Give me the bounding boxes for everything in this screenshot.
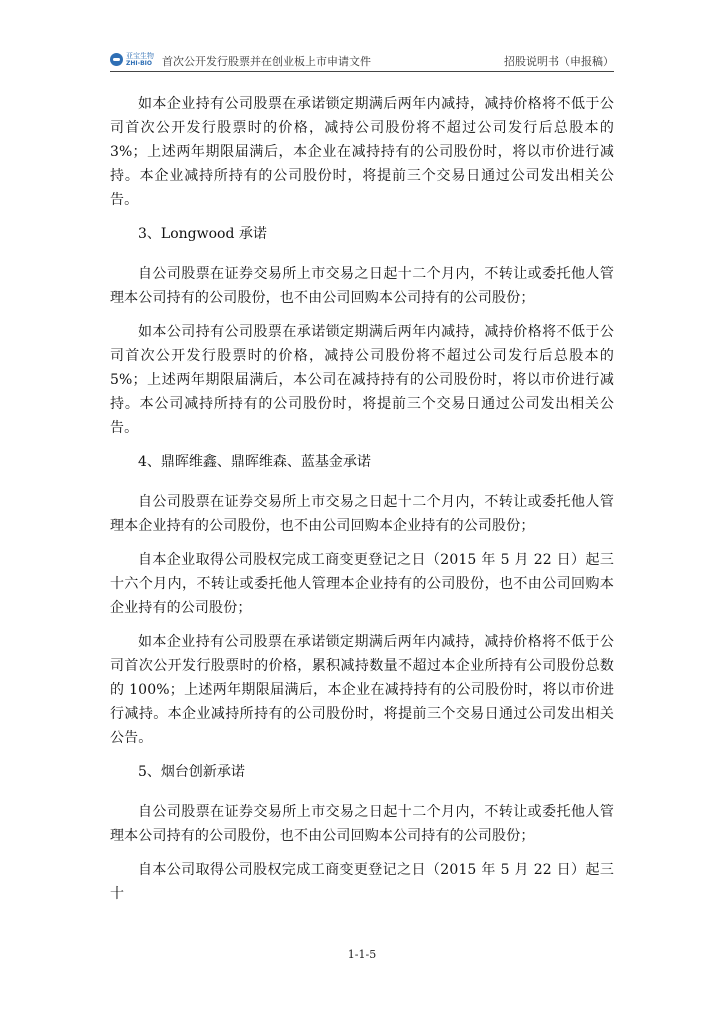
document-body xyxy=(110,92,614,916)
paragraph: 自公司股票在证券交易所上市交易之日起十二个月内，不转让或委托他人管理本企业持有的公司股份，也不由公司回购本企业持有的公司股份； xyxy=(110,494,614,534)
company-logo xyxy=(110,51,156,69)
paragraph: 自本企业取得公司股权完成工商变更登记之日（2015 年 5 月 22 日）起三十六个月内，不转让或委托他人管理本企业持有的公司股份，也不由公司回购本企业持有的公司股份； xyxy=(110,552,614,616)
logo-english-text: ZHI-BIO xyxy=(126,60,153,67)
section-heading: 4、鼎晖维鑫、鼎晖维森、蓝基金承诺 xyxy=(138,454,371,470)
logo-mark-icon xyxy=(110,53,123,66)
header-document-title: 首次公开发行股票并在创业板上市申请文件 xyxy=(162,55,371,68)
paragraph: 自公司股票在证券交易所上市交易之日起十二个月内，不转让或委托他人管理本公司持有的公司股份，也不由公司回购本公司持有的公司股份； xyxy=(110,804,614,844)
logo-chinese-text: 亚宝生物 xyxy=(126,52,154,60)
page-number: 1-1-5 xyxy=(347,948,377,961)
paragraph: 自公司股票在证券交易所上市交易之日起十二个月内，不转让或委托他人管理本公司持有的公司股份，也不由公司回购本公司持有的公司股份； xyxy=(110,266,614,306)
paragraph: 如本企业持有公司股票在承诺锁定期满后两年内减持，减持价格将不低于公司首次公开发行股票时的价格，累积减持数量不超过本企业所持有公司股份总数的 100%；上述两年期限届满后，本企业在减持持有的公司股份时，将以市价进行减持。本企业减持所持有的公司股份时，将提前三个交易日通过公司发出相关公告。 xyxy=(110,634,614,746)
header-document-type: 招股说明书（申报稿） xyxy=(504,55,614,68)
paragraph: 如本企业持有公司股票在承诺锁定期满后两年内减持，减持价格将不低于公司首次公开发行股票时的价格，减持公司股份将不超过公司发行后总股本的 3%；上述两年期限届满后，本企业在减持持有的公司股份时，将以市价进行减持。本企业减持所持有的公司股份时，将提前三个交易日通过公司发出相关公告。 xyxy=(110,96,614,208)
page-header xyxy=(110,49,614,72)
paragraph: 自本公司取得公司股权完成工商变更登记之日（2015 年 5 月 22 日）起三十 xyxy=(110,862,614,902)
paragraph: 如本公司持有公司股票在承诺锁定期满后两年内减持，减持价格将不低于公司首次公开发行股票时的价格，减持公司股份将不超过公司发行后总股本的 5%；上述两年期限届满后，本公司在减持持有的公司股份时，将以市价进行减持。本公司减持所持有的公司股份时，将提前三个交易日通过公司发出相关公告。 xyxy=(110,324,614,436)
section-heading: 3、Longwood 承诺 xyxy=(138,226,267,242)
section-heading: 5、烟台创新承诺 xyxy=(138,764,245,780)
